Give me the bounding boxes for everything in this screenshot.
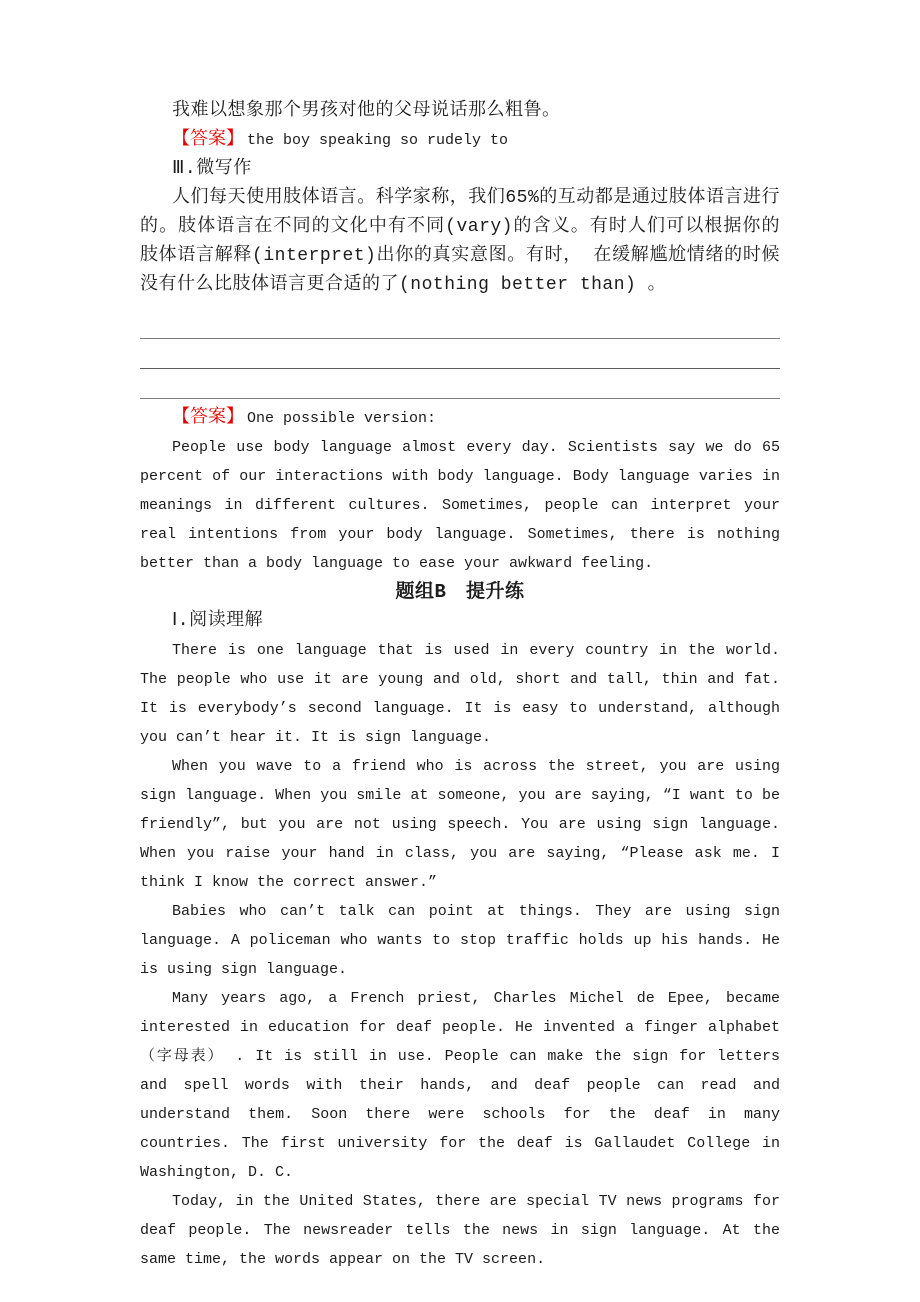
writing-blank-line [140, 309, 780, 339]
answer-text: the boy speaking so rudely to [247, 132, 509, 149]
writing-prompt: 人们每天使用肢体语言。科学家称，我们65%的互动都是通过肢体语言进行的。肢体语言在不同的文化中有不同(vary)的含义。有时人们可以根据你的肢体语言解释(interpret)出你的真实意图。有时， 在缓解尴尬情绪的时候没有什么比肢体语言更合适的了(nothing better than) 。 [140, 188, 780, 295]
answer-label: 【答案】 [172, 130, 244, 150]
section-heading-micro-writing: Ⅲ.微写作 [172, 159, 252, 179]
translation-sentence: 我难以想象那个男孩对他的父母说话那么粗鲁。 [172, 101, 561, 121]
reading-paragraph: When you wave to a friend who is across the street, you are using sign language. When you smile at someone, you are saying, “I want to be friendly”, but you are not using speech. You are using sign language. When you raise your hand in class, you are saying, “Please ask me. I think I know the correct answer.” [140, 758, 780, 891]
answer-label: 【答案】 [172, 408, 244, 428]
reading-paragraph: There is one language that is used in every country in the world. The people who use it are young and old, short and tall, thin and fat. It is everybody’s second language. It is easy to understand, although you can’t hear it. It is sign language. [140, 642, 780, 746]
writing-blank-line [140, 339, 780, 369]
group-b-heading: 题组B 提升练 [395, 581, 525, 603]
answer-line-1 [140, 126, 780, 155]
answer-text: One possible version: [247, 410, 437, 427]
answer-blanks [140, 309, 780, 399]
writing-blank-line [140, 369, 780, 399]
model-essay: People use body language almost every day. Scientists say we do 65 percent of our interactions with body language. Body language varies in meanings in different cultures. Sometimes, people can interpret your real intentions from your body language. Sometimes, there is nothing better than a body language to ease your awkward feeling. [140, 439, 780, 572]
section-heading-reading: Ⅰ.阅读理解 [172, 611, 264, 631]
answer-line-2 [140, 404, 780, 433]
reading-paragraph: Babies who can’t talk can point at things. They are using sign language. A policeman who wants to stop traffic holds up his hands. He is using sign language. [140, 903, 780, 978]
reading-paragraph: Today, in the United States, there are special TV news programs for deaf people. The newsreader tells the news in sign language. At the same time, the words appear on the TV screen. [140, 1193, 780, 1268]
reading-paragraph: Many years ago, a French priest, Charles Michel de Epee, became interested in education for deaf people. He invented a finger alphabet （字母表） . It is still in use. People can make the sign for letters and spell words with their hands, and deaf people can read and understand them. Soon there were schools for the deaf in many countries. The first university for the deaf is Gallaudet College in Washington, D. C. [140, 990, 780, 1181]
